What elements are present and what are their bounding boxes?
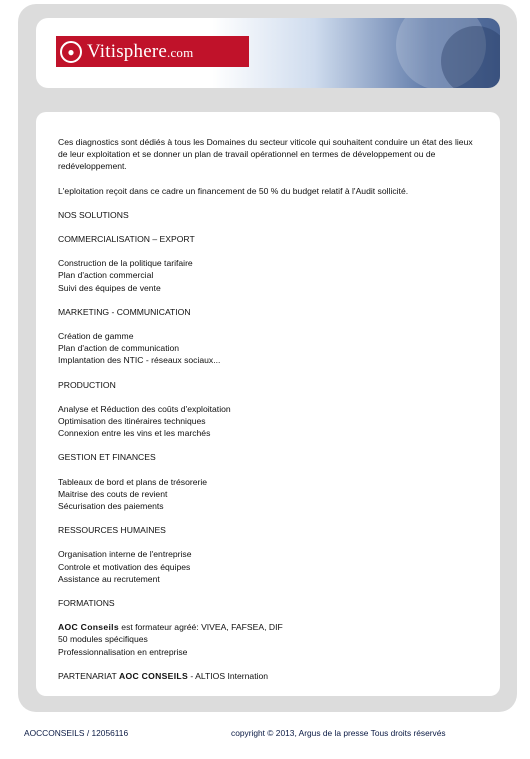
formations-accreditation: AOC Conseils est formateur agréé: VIVEA, FAFSEA, DIF: [58, 622, 283, 633]
list-item: Plan d'action commercial: [58, 270, 154, 281]
company-name: AOC Conseils: [58, 622, 119, 633]
formations-list: [58, 621, 480, 658]
list-item: 50 modules spécifiques: [58, 634, 148, 645]
list-item: Sécurisation des paiements: [58, 501, 164, 512]
company-name: AOC CONSEILS: [118, 670, 188, 681]
list-item: Optimisation des itinéraires techniques: [58, 416, 206, 427]
list-item: Analyse et Réduction des coûts d'exploitation: [58, 403, 231, 414]
section-heading: COMMERCIALISATION – EXPORT: [58, 234, 195, 245]
section-heading: PRODUCTION: [58, 379, 116, 390]
section-list: [58, 257, 480, 294]
solutions-heading: NOS SOLUTIONS: [58, 209, 129, 220]
section-list: [58, 330, 480, 367]
header-banner: [36, 18, 500, 88]
vitisphere-logo[interactable]: [56, 36, 249, 67]
list-item: Implantation des NTIC - réseaux sociaux...: [58, 355, 221, 366]
funding-paragraph: L'eploitation reçoit dans ce cadre un financement de 50 % du budget relatif à l'Audit sollicité.: [58, 185, 409, 196]
section-list: [58, 476, 480, 513]
list-item: Suivi des équipes de vente: [58, 282, 161, 293]
section-list: [58, 548, 480, 585]
list-item: Professionnalisation en entreprise: [58, 646, 188, 657]
intro-paragraph: Ces diagnostics sont dédiés à tous les Domaines du secteur viticole qui souhaitent conduire un état des lieux de leur exploitation et se donner un plan de travail opérationnel en termes de développement ou de redéveloppement.: [58, 137, 473, 172]
partenariat-line: PARTENARIAT AOC CONSEILS - ALTIOS Internation: [58, 670, 269, 681]
list-item: Connexion entre les vins et les marchés: [58, 428, 211, 439]
section-heading: MARKETING - COMMUNICATION: [58, 306, 191, 317]
logo-text: Vitisphere.com: [87, 40, 194, 62]
list-item: Création de gamme: [58, 331, 134, 342]
copyright-notice: copyright © 2013, Argus de la presse Tous droits réservés: [231, 728, 446, 738]
article-body: [58, 136, 480, 694]
document-reference: AOCCONSEILS / 12056116: [24, 728, 129, 738]
section-list: [58, 403, 480, 440]
list-item: Controle et motivation des équipes: [58, 561, 191, 572]
section-heading: GESTION ET FINANCES: [58, 452, 156, 463]
list-item: Maitrise des couts de revient: [58, 488, 168, 499]
list-item: Assistance au recrutement: [58, 573, 160, 584]
article-panel: [36, 112, 500, 696]
section-heading: RESSOURCES HUMAINES: [58, 525, 166, 536]
formations-heading: FORMATIONS: [58, 598, 115, 609]
list-item: Tableaux de bord et plans de trésorerie: [58, 476, 208, 487]
list-item: Organisation interne de l'entreprise: [58, 549, 192, 560]
list-item: Plan d'action de communication: [58, 343, 180, 354]
list-item: Construction de la politique tarifaire: [58, 258, 193, 269]
grape-icon: ●: [60, 41, 82, 63]
